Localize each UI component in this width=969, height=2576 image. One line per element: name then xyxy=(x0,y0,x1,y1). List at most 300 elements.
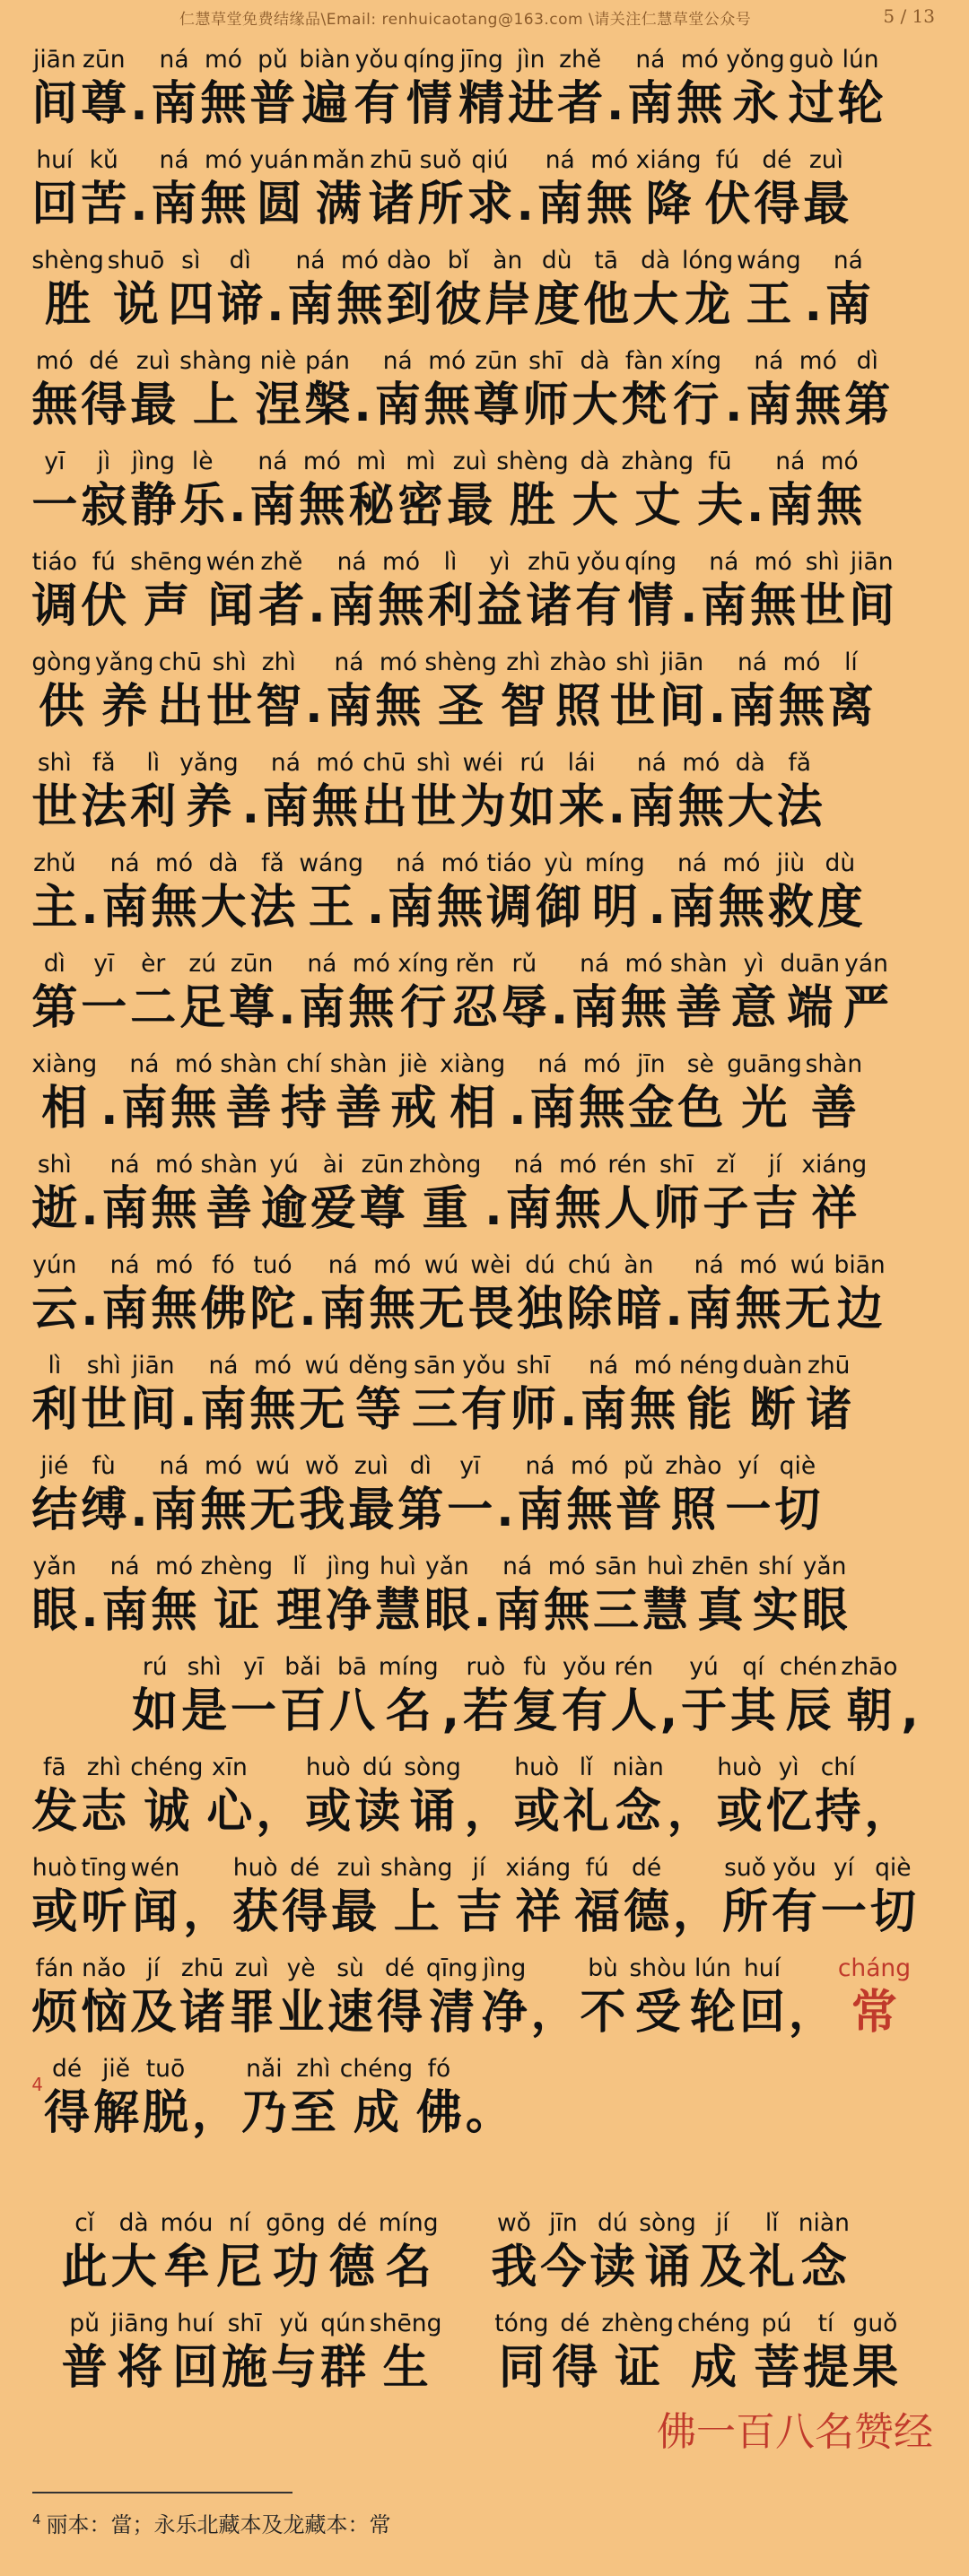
hanzi: 祥 xyxy=(811,1182,858,1236)
pinyin: wáng xyxy=(299,849,363,877)
char-with-pinyin xyxy=(589,2208,635,2298)
char-with-pinyin xyxy=(409,1150,482,1240)
hanzi: 功 xyxy=(273,2241,319,2294)
hanzi: 南 xyxy=(151,77,197,131)
char-with-pinyin xyxy=(566,1451,612,1541)
char-with-pinyin xyxy=(130,748,176,838)
pinyin: dì xyxy=(229,247,251,274)
char-with-pinyin xyxy=(484,1150,502,1240)
pinyin: yán xyxy=(844,950,888,978)
hanzi: 王 xyxy=(308,881,354,935)
pinyin: lóng xyxy=(682,247,734,274)
hanzi: 無 xyxy=(200,1484,247,1537)
hanzi: 南 xyxy=(537,178,583,231)
hanzi: 無 xyxy=(200,77,247,131)
hanzi: 南 xyxy=(572,981,618,1035)
pinyin: rěn xyxy=(455,950,495,978)
char-with-pinyin xyxy=(220,1049,277,1139)
hanzi: 岸 xyxy=(484,278,531,332)
hanzi: 所 xyxy=(417,178,464,231)
char-with-pinyin xyxy=(677,45,722,135)
char-with-pinyin xyxy=(200,849,246,938)
char-with-pinyin xyxy=(161,2208,214,2298)
pinyin: děng xyxy=(348,1352,409,1379)
hanzi: 成 xyxy=(690,2341,738,2395)
char-with-pinyin xyxy=(460,748,506,838)
hanzi: 其 xyxy=(729,1684,777,1738)
char-with-pinyin xyxy=(329,2208,375,2298)
hanzi: 善 xyxy=(336,1082,382,1136)
pinyin: xiàng xyxy=(31,1050,98,1078)
hanzi: 苦 xyxy=(81,178,127,231)
hanzi: ， xyxy=(673,1885,720,1939)
hanzi: 無 xyxy=(31,379,78,432)
hanzi: 法 xyxy=(776,780,823,834)
hanzi: 無 xyxy=(630,1383,677,1437)
pinyin: yǒu xyxy=(773,1854,816,1882)
pinyin: dú xyxy=(598,2209,628,2237)
char-with-pinyin xyxy=(447,447,493,536)
pinyin: shì xyxy=(615,648,650,676)
pinyin: zuì xyxy=(808,146,843,174)
char-with-pinyin xyxy=(229,949,275,1039)
hanzi: 南 xyxy=(529,1082,576,1136)
char-with-pinyin xyxy=(789,1954,834,2043)
pinyin: fā xyxy=(43,1754,66,1781)
pinyin: nǎo xyxy=(82,1954,127,1982)
hanzi: 诵 xyxy=(409,1785,456,1839)
pinyin: shàn xyxy=(220,1050,277,1078)
hanzi: . xyxy=(708,680,727,734)
hanzi: . xyxy=(81,881,99,935)
char-with-pinyin xyxy=(821,1853,867,1943)
char-with-pinyin xyxy=(130,949,176,1039)
pinyin: cǐ xyxy=(74,2209,95,2237)
pinyin: jí xyxy=(146,1954,161,1982)
pinyin: yú xyxy=(269,1151,299,1179)
text-line xyxy=(0,135,950,235)
hanzi: . xyxy=(648,881,667,935)
pinyin: bǐ xyxy=(447,247,469,274)
hanzi: 若 xyxy=(462,1684,509,1738)
char-with-pinyin xyxy=(518,1250,563,1340)
hanzi: 受 xyxy=(634,1986,681,2040)
char-with-pinyin xyxy=(717,1753,763,1842)
hanzi: 遍 xyxy=(301,77,348,131)
char-with-pinyin xyxy=(581,1351,626,1440)
pinyin: fū xyxy=(708,448,732,475)
hanzi: . xyxy=(130,77,148,131)
hanzi: . xyxy=(607,77,624,131)
pinyin: fàn xyxy=(624,347,664,375)
char-with-pinyin xyxy=(680,547,697,637)
char-with-pinyin xyxy=(179,748,239,838)
char-with-pinyin xyxy=(505,1853,571,1943)
char-with-pinyin xyxy=(329,1652,375,1742)
hanzi: 读 xyxy=(354,1785,401,1839)
hanzi: 槃 xyxy=(304,379,351,432)
char-with-pinyin xyxy=(31,1451,77,1541)
char-with-pinyin xyxy=(170,1049,216,1139)
char-with-pinyin xyxy=(299,45,350,135)
hanzi: 南 xyxy=(746,379,792,432)
hanzi: 师 xyxy=(653,1182,700,1236)
hanzi: 他 xyxy=(583,278,630,332)
hanzi: 第 xyxy=(844,379,891,432)
hanzi: 無 xyxy=(816,479,863,533)
pinyin: néng xyxy=(679,1352,739,1379)
pinyin: ná xyxy=(258,448,288,475)
char-with-pinyin xyxy=(440,1049,505,1139)
hanzi: 南 xyxy=(729,680,776,734)
char-with-pinyin xyxy=(611,1652,657,1742)
pinyin: móu xyxy=(160,2209,214,2237)
pinyin: ná xyxy=(307,950,337,978)
hanzi: 切 xyxy=(869,1885,916,1939)
text-line xyxy=(0,2043,950,2144)
hanzi: 南 xyxy=(685,1283,732,1336)
hanzi: 烦 xyxy=(31,1986,78,2040)
char-with-pinyin xyxy=(754,2309,799,2398)
text-line xyxy=(0,1340,950,1440)
hanzi: ， xyxy=(464,1785,511,1839)
hanzi: 除 xyxy=(566,1283,613,1336)
char-with-pinyin xyxy=(130,1351,176,1440)
char-with-pinyin xyxy=(424,648,496,737)
pinyin: jīn xyxy=(549,2209,578,2237)
pinyin: huò xyxy=(717,1754,763,1781)
pinyin: zhì xyxy=(296,2055,331,2083)
pinyin: mó xyxy=(253,1352,292,1379)
pinyin: xiáng xyxy=(801,1151,868,1179)
pinyin: tí xyxy=(817,2310,834,2337)
hanzi: 我 xyxy=(491,2241,537,2294)
char-with-pinyin xyxy=(200,1451,246,1541)
char-with-pinyin xyxy=(677,1049,723,1139)
text-line xyxy=(0,1240,950,1340)
hanzi: 间 xyxy=(130,1383,177,1437)
text-line xyxy=(0,1541,950,1641)
pinyin: ná xyxy=(334,648,364,676)
hanzi xyxy=(441,2239,487,2298)
char-with-pinyin xyxy=(348,1451,394,1541)
pinyin: zuì xyxy=(336,1854,371,1882)
hanzi: 無 xyxy=(566,1484,613,1537)
pinyin: huì xyxy=(379,1553,416,1580)
hanzi: 或 xyxy=(31,1885,78,1939)
hanzi: 最 xyxy=(348,1484,395,1537)
pinyin: zhào xyxy=(665,1452,722,1480)
pinyin: lǐ xyxy=(579,1754,593,1781)
char-with-pinyin xyxy=(511,1351,556,1440)
char-with-pinyin xyxy=(668,1753,713,1842)
pinyin: zhì xyxy=(261,648,296,676)
pinyin: yǒu xyxy=(576,548,621,576)
hanzi: 南 xyxy=(249,479,296,533)
hanzi: 念 xyxy=(800,2241,847,2294)
hanzi: 南 xyxy=(388,881,434,935)
char-with-pinyin xyxy=(633,246,678,335)
char-with-pinyin xyxy=(701,547,746,637)
hanzi: 三 xyxy=(411,1383,458,1437)
char-with-pinyin xyxy=(844,346,890,436)
text-line xyxy=(0,737,950,838)
pinyin: dà xyxy=(580,448,610,475)
hanzi: 金 xyxy=(628,1082,675,1136)
pinyin: bǎi xyxy=(284,1653,321,1681)
hanzi: 最 xyxy=(130,379,177,432)
text-line xyxy=(0,1139,950,1240)
pinyin: zhǔ xyxy=(33,849,76,877)
pinyin: mó xyxy=(382,548,421,576)
char-with-pinyin xyxy=(320,1250,366,1340)
char-with-pinyin xyxy=(512,1652,558,1742)
pinyin: zūn xyxy=(83,46,126,74)
char-with-pinyin xyxy=(380,1853,452,1943)
pinyin: lí xyxy=(844,648,858,676)
pinyin: míng xyxy=(378,1653,439,1681)
char-with-pinyin xyxy=(670,949,728,1039)
pinyin: yù xyxy=(544,849,573,877)
char-with-pinyin xyxy=(31,648,92,737)
hanzi: 心 xyxy=(206,1785,253,1839)
hanzi: 声 xyxy=(143,579,189,633)
hanzi: 逝 xyxy=(31,1182,78,1236)
char-with-pinyin xyxy=(216,2208,262,2298)
char-with-pinyin xyxy=(789,45,834,135)
hanzi: 度 xyxy=(816,881,863,935)
char-with-pinyin xyxy=(278,949,295,1039)
hanzi: 益 xyxy=(476,579,523,633)
char-with-pinyin xyxy=(624,1853,669,1943)
char-with-pinyin xyxy=(276,1552,322,1641)
hanzi: 切 xyxy=(774,1484,821,1537)
hanzi: 密 xyxy=(397,479,444,533)
hanzi: 将 xyxy=(117,2341,163,2395)
char-with-pinyin xyxy=(750,547,796,637)
pinyin: sòng xyxy=(404,1754,461,1781)
hanzi: 忍 xyxy=(451,981,498,1035)
hanzi: 理 xyxy=(276,1584,323,1638)
pinyin: chū xyxy=(362,749,406,777)
pinyin: chú xyxy=(567,1251,612,1279)
char-with-pinyin xyxy=(700,2208,746,2298)
hanzi: 寂 xyxy=(81,479,127,533)
pinyin: tuō xyxy=(145,2055,186,2083)
char-with-pinyin xyxy=(795,346,841,436)
pinyin: ná xyxy=(694,1251,724,1279)
pinyin: shàng xyxy=(380,1854,453,1882)
char-with-pinyin xyxy=(200,1351,246,1440)
hanzi: 净 xyxy=(481,1986,528,2040)
hanzi: 尼 xyxy=(216,2241,263,2294)
char-with-pinyin xyxy=(81,547,127,637)
hanzi: 或 xyxy=(513,1785,560,1839)
hanzi: 三 xyxy=(593,1584,640,1638)
hanzi: 成 xyxy=(353,2086,399,2140)
hanzi: , xyxy=(901,1684,919,1738)
char-with-pinyin xyxy=(312,748,358,838)
hanzi: 八 xyxy=(328,1684,375,1738)
source-banner: 仁慧草堂免费结缘品\Email: renhuicaotang@163.com \请关注仁慧草堂公众号 xyxy=(179,11,752,29)
pinyin: mó xyxy=(155,1151,194,1179)
pinyin: àn xyxy=(493,247,523,274)
pinyin: ná xyxy=(382,347,413,375)
pinyin: ní xyxy=(228,2209,250,2237)
hanzi: 利 xyxy=(427,579,474,633)
char-with-pinyin xyxy=(572,949,617,1039)
char-with-pinyin xyxy=(537,145,583,235)
pinyin: mì xyxy=(406,448,436,475)
hanzi: 养 xyxy=(186,780,232,834)
hanzi: 度 xyxy=(534,278,581,332)
pinyin: mó xyxy=(204,146,243,174)
pinyin: míng xyxy=(378,2209,439,2237)
hanzi: 涅 xyxy=(255,379,301,432)
char-with-pinyin xyxy=(514,1753,560,1842)
text-line xyxy=(0,536,950,637)
hanzi: 無 xyxy=(200,178,247,231)
char-with-pinyin xyxy=(100,1049,118,1139)
hanzi: 南 xyxy=(101,881,148,935)
char-with-pinyin xyxy=(348,447,394,536)
hanzi: 南 xyxy=(262,780,309,834)
hanzi: 降 xyxy=(645,178,692,231)
char-with-pinyin xyxy=(510,748,555,838)
hanzi: 诸 xyxy=(368,178,415,231)
hanzi: . xyxy=(130,1484,148,1537)
char-with-pinyin xyxy=(121,1049,167,1139)
pinyin: ná xyxy=(295,247,326,274)
pinyin: fǎ xyxy=(261,849,284,877)
char-with-pinyin xyxy=(621,346,667,436)
pinyin: mó xyxy=(782,648,821,676)
pinyin: shàn xyxy=(329,1050,388,1078)
char-with-pinyin xyxy=(529,1049,575,1139)
char-with-pinyin xyxy=(445,2309,491,2398)
hanzi: 無 xyxy=(170,1082,217,1136)
pinyin: huò xyxy=(31,1854,77,1882)
pinyin: lǐ xyxy=(292,1553,306,1580)
char-with-pinyin xyxy=(81,346,127,436)
hanzi: 善 xyxy=(810,1082,857,1136)
char-with-pinyin xyxy=(494,2309,548,2398)
char-with-pinyin xyxy=(540,2208,586,2298)
char-with-pinyin xyxy=(736,1250,781,1340)
char-with-pinyin xyxy=(418,145,464,235)
pinyin: yī xyxy=(44,448,65,475)
pinyin: xíng xyxy=(670,347,722,375)
hanzi: 南 xyxy=(374,379,421,432)
pinyin: dà xyxy=(735,749,765,777)
hanzi: 戒 xyxy=(390,1082,437,1136)
char-with-pinyin xyxy=(437,849,483,938)
hanzi: 读 xyxy=(589,2241,636,2294)
pinyin: gòng xyxy=(31,648,92,676)
pinyin: ná xyxy=(129,1050,160,1078)
hanzi: 菩 xyxy=(754,2341,800,2395)
pinyin: yǔ xyxy=(279,2310,309,2337)
pinyin: qíng xyxy=(624,548,677,576)
hanzi: 等 xyxy=(355,1383,402,1437)
pinyin: dà xyxy=(580,347,610,375)
hanzi: 四 xyxy=(168,278,214,332)
hanzi: 师 xyxy=(510,1383,556,1437)
char-with-pinyin xyxy=(281,1049,327,1139)
pinyin: ná xyxy=(589,1352,619,1379)
pinyin: fú xyxy=(715,146,740,174)
char-with-pinyin xyxy=(377,1954,423,2043)
hanzi: 南 xyxy=(328,579,375,633)
char-with-pinyin xyxy=(200,45,246,135)
pinyin: dù xyxy=(825,849,856,877)
hanzi: 同 xyxy=(498,2341,545,2395)
hanzi: 无 xyxy=(784,1283,831,1336)
hanzi: 出 xyxy=(157,680,204,734)
hanzi: . xyxy=(81,1283,99,1336)
pinyin: shī xyxy=(659,1151,694,1179)
hanzi: 脱 xyxy=(142,2086,188,2140)
pinyin: shì xyxy=(416,749,451,777)
pinyin: ná xyxy=(109,1151,140,1179)
char-with-pinyin xyxy=(152,1451,197,1541)
char-with-pinyin xyxy=(467,145,512,235)
pinyin: dú xyxy=(525,1251,555,1279)
char-with-pinyin xyxy=(601,2309,674,2398)
hanzi: 与 xyxy=(271,2341,318,2395)
pinyin: jiān xyxy=(131,1352,175,1379)
pinyin: zhū xyxy=(528,548,571,576)
hanzi: 畏 xyxy=(467,1283,514,1336)
pinyin: shuō xyxy=(107,247,165,274)
page-number: 5 / 13 xyxy=(883,5,935,27)
pinyin: yǎn xyxy=(425,1553,469,1580)
char-with-pinyin xyxy=(624,547,677,637)
char-with-pinyin xyxy=(81,45,127,135)
text-line xyxy=(0,2197,950,2298)
pinyin: zhàng xyxy=(621,448,694,475)
hanzi: 御 xyxy=(535,881,582,935)
hanzi: 一 xyxy=(231,1684,277,1738)
hanzi: 最 xyxy=(447,479,493,533)
char-with-pinyin xyxy=(665,1451,721,1541)
char-with-pinyin xyxy=(722,1853,768,1943)
char-with-pinyin xyxy=(709,648,726,737)
char-with-pinyin xyxy=(727,1049,801,1139)
char-with-pinyin xyxy=(593,1552,639,1641)
char-with-pinyin xyxy=(132,1652,178,1742)
pinyin: gōng xyxy=(266,2209,326,2237)
hanzi: 福 xyxy=(574,1885,621,1939)
pinyin: pán xyxy=(305,347,350,375)
pinyin: ná xyxy=(537,1050,568,1078)
pinyin: zhòng xyxy=(408,1151,482,1179)
char-with-pinyin xyxy=(280,1652,326,1742)
hanzi: 世 xyxy=(206,680,253,734)
pinyin: ná xyxy=(396,849,426,877)
char-with-pinyin xyxy=(739,1954,785,2043)
pinyin: shēng xyxy=(130,548,203,576)
pinyin: yī xyxy=(93,950,115,978)
pinyin: fù xyxy=(92,1452,116,1480)
char-with-pinyin xyxy=(336,246,382,335)
hanzi: ， xyxy=(667,1785,713,1839)
char-with-pinyin xyxy=(817,849,863,938)
pinyin: tóng xyxy=(494,2310,549,2337)
char-with-pinyin xyxy=(615,1250,661,1340)
pinyin: dà xyxy=(118,2209,149,2237)
char-with-pinyin xyxy=(282,1853,327,1943)
